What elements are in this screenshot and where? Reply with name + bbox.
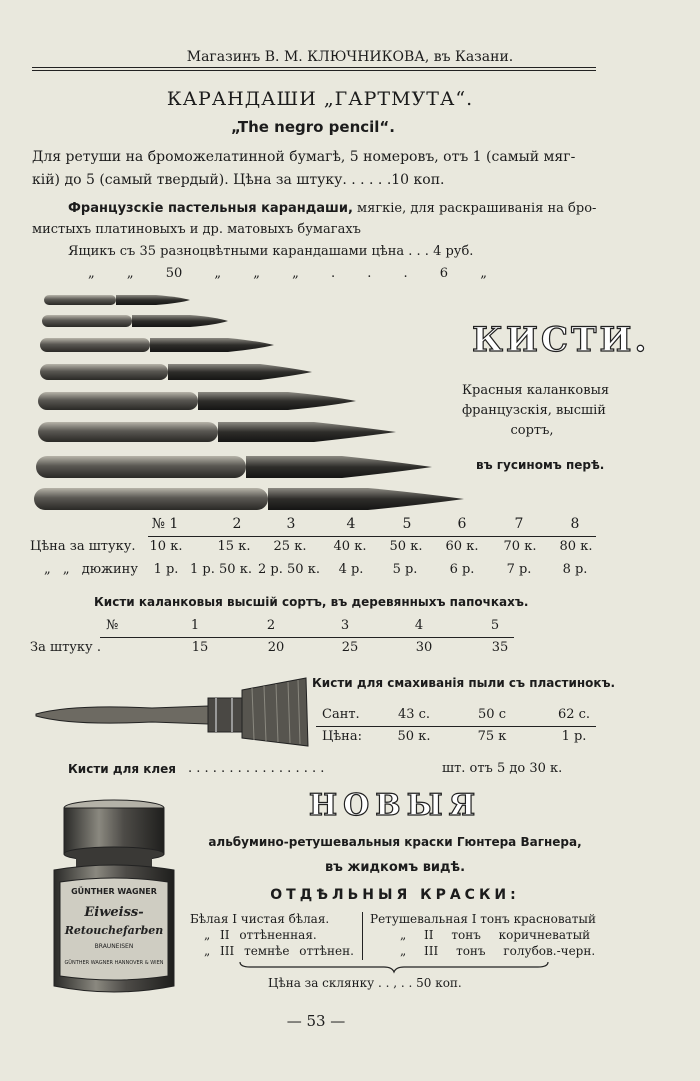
- wood-number: 1: [190, 618, 200, 633]
- wood-number: 2: [266, 618, 276, 633]
- number-label: №: [106, 618, 119, 633]
- brushes-title: КИСТИ.: [472, 320, 650, 360]
- row-label: Цѣна за штуку.: [30, 539, 136, 554]
- paints-subtitle: альбумино-ретушевальныя краски Гюнтера Вагнера,: [208, 835, 582, 849]
- box-line2: „ „ 50 „ „ „ . . . 6 „: [88, 266, 487, 281]
- row-label: „ „ дюжину: [44, 562, 138, 577]
- brushes-desc-bold: въ гусиномъ перѣ.: [476, 458, 605, 472]
- brush-7: [36, 456, 432, 478]
- pastel-line2: мистыхъ платиновыхъ и др. матовыхъ бумагахъ: [32, 222, 361, 237]
- price-cell: 4 р.: [338, 562, 364, 577]
- paints-column-divider: [362, 912, 363, 960]
- brush-1: [44, 295, 190, 305]
- dust-size: 43 с.: [397, 707, 431, 722]
- brushes-desc-line2: французскія, высшій: [462, 403, 606, 418]
- wood-price: 30: [415, 640, 433, 655]
- brush-4: [40, 364, 312, 380]
- price-cell: 80 к.: [559, 539, 593, 554]
- brush-number: 8: [570, 516, 580, 532]
- wood-price: 25: [341, 640, 359, 655]
- brush-price-row: [0, 539, 700, 561]
- dust-brushes-title: Кисти для смахиванія пыли съ пластинокъ.: [312, 676, 616, 690]
- brush-number: 3: [286, 516, 296, 532]
- price-cell: 25 к.: [273, 539, 307, 554]
- pencils-desc-line1: Для ретуши на броможелатинной бумагѣ, 5 номеровъ, отъ 1 (самый мяг-: [32, 149, 576, 165]
- box-line1: Ящикъ съ 35 разноцвѣтными карандашами цѣна . . . 4 руб.: [68, 244, 474, 259]
- paint-right-2: „ II тонъ коричневатый: [400, 928, 591, 942]
- brush-number: 7: [514, 516, 524, 532]
- brushes-illustration: [30, 288, 470, 514]
- wood-price: 15: [191, 640, 209, 655]
- wood-number: 4: [414, 618, 424, 633]
- price-cell: 70 к.: [503, 539, 537, 554]
- glue-price: шт. отъ 5 до 30 к.: [442, 761, 563, 776]
- jar-line3: BRAUNEISEN: [94, 943, 134, 950]
- paint-left-2: „ II оттѣненная.: [204, 928, 317, 942]
- dust-size: 50 с: [478, 707, 506, 722]
- dust-price: 50 к.: [397, 729, 431, 744]
- glue-dots: . . . . . . . . . . . . . . . . .: [188, 761, 325, 776]
- paints-brace: [238, 960, 550, 974]
- row-label: Сант.: [322, 707, 360, 722]
- price-cell: 2 р. 50 к.: [258, 562, 320, 577]
- brush-number: 2: [232, 516, 242, 532]
- jar-line1: Eiweiss-: [84, 905, 144, 920]
- brush-dozen-row: [0, 562, 700, 584]
- pastel-line1: [68, 201, 596, 216]
- dust-price: 75 к: [477, 729, 507, 744]
- row-label: Цѣна:: [322, 729, 362, 744]
- glue-label: Кисти для клея: [68, 762, 177, 776]
- paints-title: НОВЫЯ: [308, 788, 482, 823]
- dust-table-rule: [316, 726, 596, 727]
- paint-left-1: Бѣлая I чистая бѣлая.: [190, 912, 330, 926]
- price-cell: 40 к.: [333, 539, 367, 554]
- wood-price: 35: [491, 640, 509, 655]
- wood-brushes-title: Кисти каланковыя высшій сортъ, въ деревянныхъ папочкахъ.: [94, 595, 529, 609]
- jar-brand: GÜNTHER WAGNER: [71, 887, 157, 896]
- brush-5: [38, 392, 356, 410]
- brush-number: 4: [346, 516, 356, 532]
- price-cell: 7 р.: [506, 562, 532, 577]
- pencils-desc-line2: кій) до 5 (самый твердый). Цѣна за штуку. . . . . .10 коп.: [32, 172, 445, 188]
- wood-table-rule: [100, 637, 514, 638]
- wood-price-row: [0, 640, 700, 662]
- brush-6: [38, 422, 396, 442]
- pencils-title: КАРАНДАШИ „ГАРТМУТА“.: [166, 88, 474, 110]
- paints-section: ОТДѢЛЬНЫЯ КРАСКИ:: [270, 887, 520, 903]
- dust-price: 1 р.: [561, 729, 587, 744]
- pastel-rest: мягкіе, для раскрашиванія на бро-: [352, 201, 597, 216]
- wood-number: 5: [490, 618, 500, 633]
- brush-number: 6: [457, 516, 467, 532]
- jar-maker: GÜNTHER WAGNER HANNOVER & WIEN: [64, 960, 164, 966]
- wood-price: 20: [267, 640, 285, 655]
- glue-brushes-line: [0, 761, 700, 783]
- price-cell: 60 к.: [445, 539, 479, 554]
- brush-8: [34, 488, 464, 510]
- paint-right-3: „ III тонъ голубов.-черн.: [400, 944, 596, 958]
- price-cell: 50 к.: [389, 539, 423, 554]
- price-cell: 1 р.: [153, 562, 179, 577]
- brushes-desc-line1: Красныя каланковыя: [462, 383, 610, 398]
- brush-3: [40, 338, 274, 352]
- price-cell: 6 р.: [449, 562, 475, 577]
- jar-line2: Retouchefarben: [64, 924, 164, 937]
- pastel-bold: Французскіе пастельныя карандаши,: [68, 201, 353, 216]
- price-cell: 15 к.: [217, 539, 251, 554]
- row-label: За штуку .: [30, 640, 101, 655]
- brush-number: 5: [402, 516, 412, 532]
- paint-right-1: Ретушевальная I тонъ красноватый: [370, 912, 596, 926]
- page-number: — 53 —: [286, 1012, 346, 1030]
- header-rule-bottom: [32, 70, 596, 71]
- brushes-desc-line3: сортъ,: [510, 423, 554, 438]
- header-rule-top: [32, 67, 596, 68]
- brush-number: № 1: [151, 516, 179, 532]
- price-cell: 1 р. 50 к.: [190, 562, 252, 577]
- price-cell: 5 р.: [392, 562, 418, 577]
- dust-price-row: [0, 729, 700, 751]
- paints-form: въ жидкомъ видѣ.: [324, 860, 466, 875]
- brush-2: [42, 315, 228, 327]
- brush-number-row: [0, 516, 700, 538]
- page-header: Магазинъ В. М. КЛЮЧНИКОВА, въ Казани.: [186, 49, 514, 65]
- wood-number: 3: [340, 618, 350, 633]
- paint-left-3: „ III темнѣе оттѣнен.: [204, 944, 354, 958]
- paint-jar-illustration: [50, 798, 178, 1000]
- paints-price: Цѣна за склянку . . , . . 50 коп.: [268, 976, 462, 990]
- dust-size: 62 с.: [557, 707, 591, 722]
- price-cell: 10 к.: [149, 539, 183, 554]
- price-cell: 8 р.: [562, 562, 588, 577]
- brush-table-rule: [148, 536, 596, 537]
- pencils-subtitle: „The negro pencil“.: [231, 118, 395, 136]
